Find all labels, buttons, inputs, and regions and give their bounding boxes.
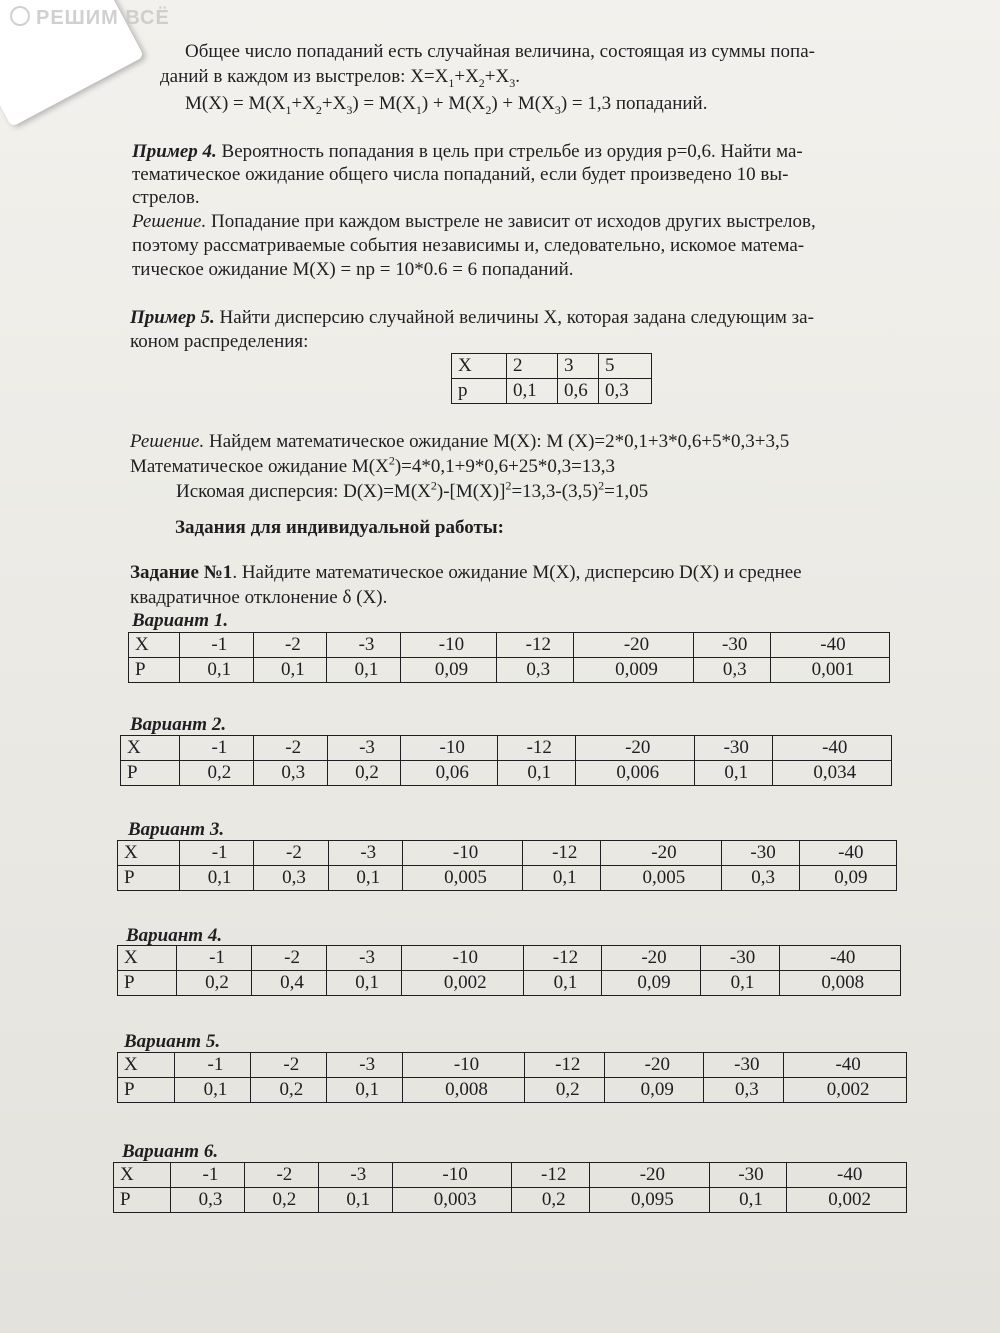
table-cell: -10 [400,633,496,658]
table-cell: -20 [602,946,700,971]
table-cell: 0,1 [318,1188,392,1213]
table-cell: X [129,633,180,658]
table-cell: 0,1 [327,971,402,996]
table-cell: 5 [599,354,652,379]
table-cell: X [118,841,180,866]
table-cell: -12 [497,633,574,658]
table-cell: -40 [779,946,901,971]
table-cell: 0,1 [497,761,575,786]
table-cell: -30 [700,946,779,971]
example5-solution-1: Решение. Найдем математическое ожидание M(X): M (X)=2*0,1+3*0,6+5*0,3+3,5 [130,431,790,452]
table-row [118,946,901,971]
table-cell: -2 [253,736,327,761]
table-cell: 0,3 [253,761,327,786]
table-cell: -40 [770,633,889,658]
table-cell: P [121,761,180,786]
table-cell: 0,06 [401,761,498,786]
table-cell: -1 [175,1053,251,1078]
example4-line-1: Пример 4. Вероятность попадания в цель при стрельбе из орудия p=0,6. Найти ма- [132,141,803,162]
table-row [118,841,897,866]
example4-line-2: тематическое ожидание общего числа попаданий, если будет произведено 10 вы- [132,164,789,185]
watermark-icon [10,6,30,26]
table-cell: X [121,736,180,761]
table-cell: -40 [799,841,896,866]
table-cell: 0,002 [787,1188,907,1213]
table-cell: P [118,971,177,996]
table-cell: X [118,946,177,971]
table-cell: 0,1 [253,658,327,683]
table-cell: X [114,1163,171,1188]
table-cell: 0,009 [574,658,693,683]
variant-title: Вариант 5. [124,1031,221,1052]
table-cell: -1 [180,633,254,658]
table-cell: 0,006 [575,761,694,786]
table-cell: 0,1 [507,379,558,404]
table-cell: 0,1 [694,761,772,786]
table-cell: 0,1 [700,971,779,996]
table-cell: -1 [180,841,254,866]
table-cell: 0,2 [525,1078,605,1103]
table-row [118,971,901,996]
variant-table [113,1162,907,1213]
variant-title: Вариант 6. [122,1141,219,1162]
table-cell: X [118,1053,175,1078]
table-cell: 0,1 [180,658,254,683]
table-cell: 0,005 [601,866,721,891]
table-row [129,658,890,683]
table-cell: 0,1 [328,866,402,891]
table-cell: -10 [402,1053,525,1078]
table-cell: -2 [252,946,327,971]
table-cell: 0,005 [402,866,522,891]
variant-table [117,1052,907,1103]
table-cell: -3 [327,633,401,658]
table-cell: 0,09 [602,971,700,996]
table-cell: 0,3 [254,866,328,891]
watermark-logo [10,6,170,30]
table-cell: 0,4 [252,971,327,996]
table-row [129,633,890,658]
table-cell: -30 [709,1163,787,1188]
variant-title: Вариант 1. [132,610,229,631]
table-cell: -20 [605,1053,704,1078]
table-cell: P [118,1078,175,1103]
table-row [118,1053,907,1078]
example5-solution-2: Математическое ожидание $M(X^2)=4*0,1+9*0,6+25*0,3=13,3$ [130,453,616,477]
table-cell: 0,09 [799,866,896,891]
table-row [114,1188,907,1213]
table-cell: P [118,866,180,891]
table-cell: -2 [244,1163,318,1188]
watermark-text: РЕШИМ ВСЁ [36,7,170,29]
table-cell: 0,3 [599,379,652,404]
table-cell: 0,09 [605,1078,704,1103]
table-cell: -30 [704,1053,784,1078]
distribution-table [451,353,652,404]
table-cell: 0,1 [326,1078,402,1103]
example5-solution-3: Искомая дисперсия: $D(X)=M(X^2)-[M(X)]^2=13,3-(3,5)^2=1,05$ [176,478,649,502]
table-cell: 0,1 [327,658,401,683]
table-cell: -30 [721,841,799,866]
example4-line-3: стрелов. [132,187,200,208]
table-cell: 0,2 [250,1078,326,1103]
table-row [121,761,892,786]
table-cell: 2 [507,354,558,379]
variant-title: Вариант 4. [126,925,223,946]
intro-line-2: даний в каждом из выстрелов: $X=X_1+X_2+X_3$. [160,66,520,90]
table-row [452,354,652,379]
table-cell: -10 [401,736,498,761]
table-cell: -1 [180,736,254,761]
variant-table [117,840,897,891]
variant-title: Вариант 3. [128,819,225,840]
intro-formula: $M(X) = M(X_1+X_2+X_3) = M(X_1) + M(X_2) + M(X_3) = 1,3$ попаданий. [185,93,708,117]
table-cell: 0,001 [770,658,889,683]
table-cell: -2 [250,1053,326,1078]
table-cell: 0,2 [327,761,401,786]
table-cell: -20 [574,633,693,658]
table-cell: -30 [694,736,772,761]
table-cell: 0,2 [180,761,254,786]
table-cell: -40 [784,1053,907,1078]
table-cell: 0,3 [704,1078,784,1103]
table-cell: -2 [253,633,327,658]
table-cell: -12 [497,736,575,761]
example5-line-2: коном распределения: [130,331,309,352]
table-cell: -1 [171,1163,245,1188]
table-cell: P [129,658,180,683]
table-cell: -20 [590,1163,710,1188]
table-cell: 0,3 [693,658,770,683]
table-cell: 0,3 [171,1188,245,1213]
table-cell: -12 [512,1163,590,1188]
table-row [114,1163,907,1188]
table-cell: -10 [402,841,522,866]
table-cell: p [452,379,507,404]
table-row [121,736,892,761]
table-cell: 0,008 [779,971,901,996]
variant-title: Вариант 2. [130,714,227,735]
table-cell: -3 [318,1163,392,1188]
table-cell: 0,1 [180,866,254,891]
table-cell: 0,3 [721,866,799,891]
table-cell: -12 [523,946,602,971]
table-row [118,1078,907,1103]
table-cell: 0,1 [523,971,602,996]
variant-table [128,632,890,683]
table-cell: -40 [787,1163,907,1188]
table-cell: 0,002 [784,1078,907,1103]
example4-solution-3: тическое ожидание M(X) = np = 10*0.6 = 6 попаданий. [132,259,574,280]
table-cell: 0,003 [392,1188,512,1213]
task1-line-1: Задание №1. Найдите математическое ожидание M(X), дисперсию D(X) и среднее [130,562,802,583]
tasks-heading: Задания для индивидуальной работы: [175,517,504,538]
table-cell: -3 [326,1053,402,1078]
table-cell: 0,2 [244,1188,318,1213]
table-cell: 0,008 [402,1078,525,1103]
table-cell: -40 [772,736,891,761]
table-cell: -20 [601,841,721,866]
task1-line-2: квадратичное отклонение δ (X). [130,587,388,608]
table-cell: P [114,1188,171,1213]
example4-solution-2: поэтому рассматриваемые события независимы и, следовательно, искомое матема- [132,235,805,256]
table-cell: -3 [327,946,402,971]
table-cell: 3 [558,354,599,379]
table-cell: 0,1 [523,866,601,891]
variant-table [117,945,901,996]
variant-table [120,735,892,786]
table-row [118,866,897,891]
table-cell: -12 [525,1053,605,1078]
table-cell: 0,002 [402,971,523,996]
table-cell: 0,2 [512,1188,590,1213]
table-cell: -20 [575,736,694,761]
table-cell: -2 [254,841,328,866]
table-row [452,379,652,404]
table-cell: -1 [177,946,252,971]
table-cell: -10 [402,946,523,971]
table-cell: 0,3 [497,658,574,683]
table-cell: -3 [328,841,402,866]
table-cell: 0,1 [175,1078,251,1103]
intro-line-1: Общее число попаданий есть случайная величина, состоящая из суммы попа- [185,41,815,62]
table-cell: -30 [693,633,770,658]
table-cell: -3 [327,736,401,761]
table-cell: 0,1 [709,1188,787,1213]
table-cell: -10 [392,1163,512,1188]
table-cell: 0,09 [400,658,496,683]
example5-line-1: Пример 5. Найти дисперсию случайной величины X, которая задана следующим за- [130,307,814,328]
table-cell: 0,6 [558,379,599,404]
table-cell: -12 [523,841,601,866]
table-cell: X [452,354,507,379]
table-cell: 0,2 [177,971,252,996]
example4-solution-1: Решение. Попадание при каждом выстреле не зависит от исходов других выстрелов, [132,211,816,232]
table-cell: 0,095 [590,1188,710,1213]
table-cell: 0,034 [772,761,891,786]
